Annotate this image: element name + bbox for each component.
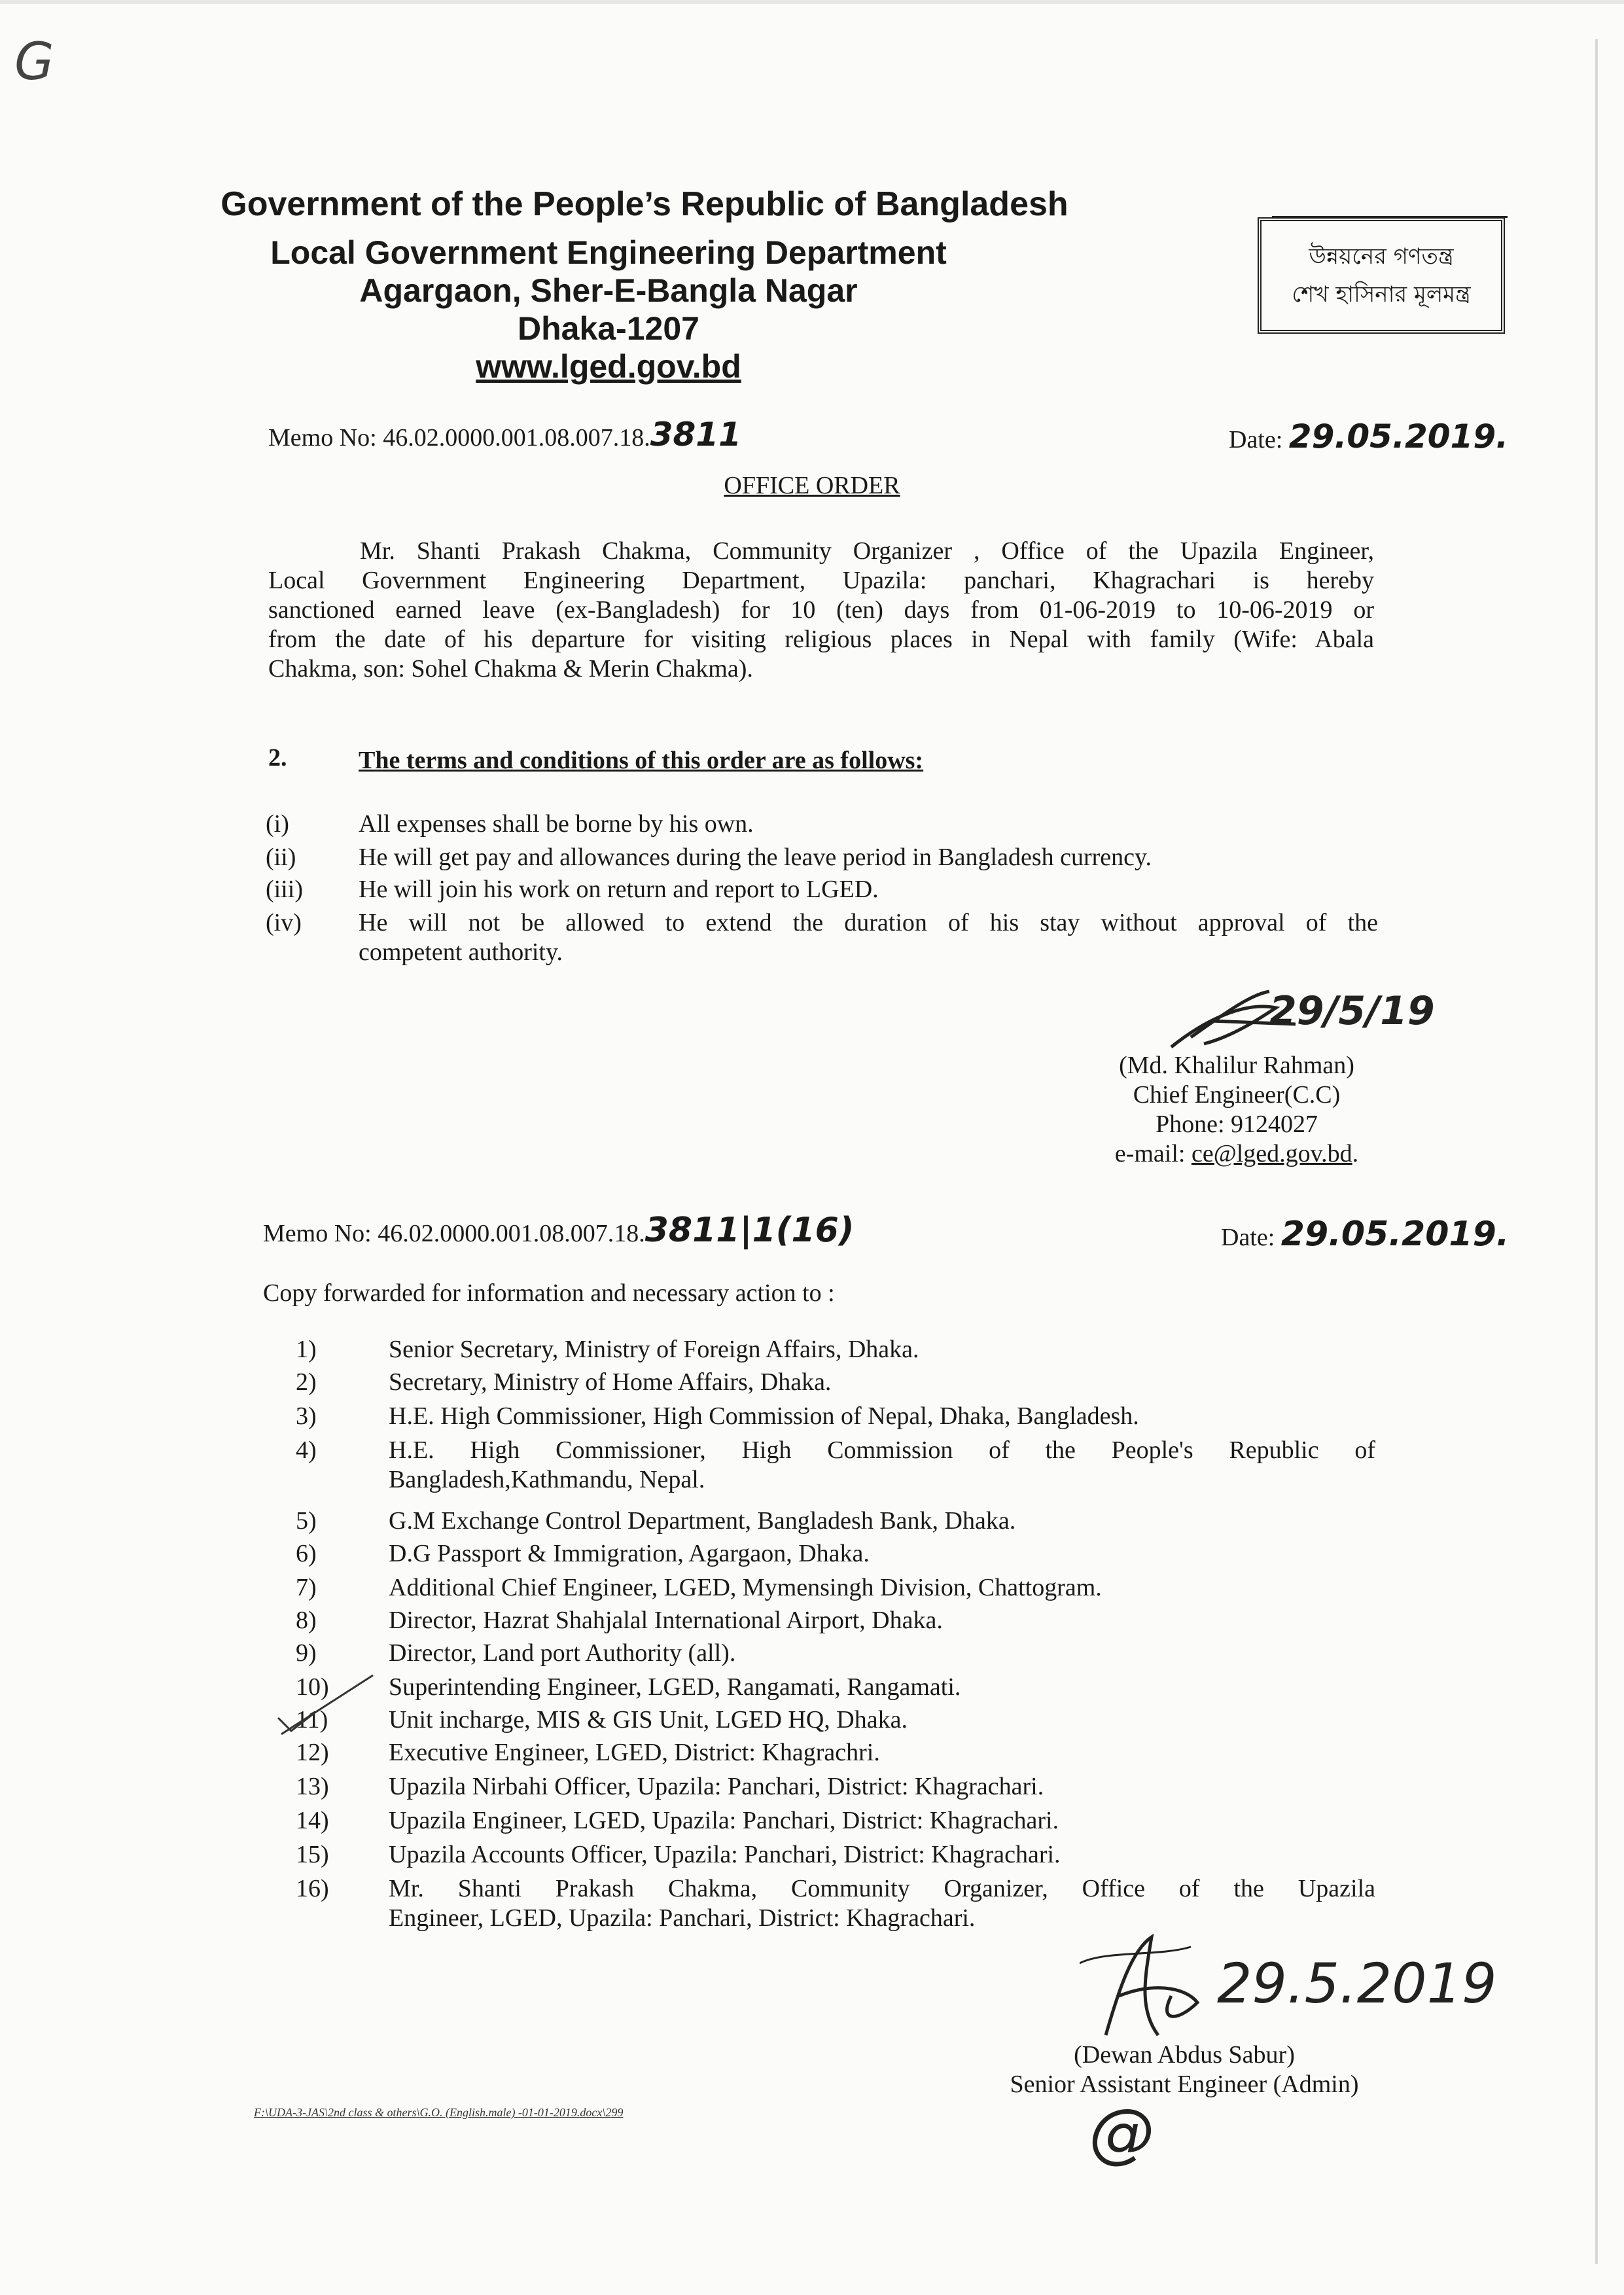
copy-list-text: G.M Exchange Control Department, Bangladesh Bank, Dhaka. [389,1507,1016,1535]
copy-list-number: 6) [296,1540,317,1567]
header-line-city: Dhaka-1207 [518,310,699,347]
memo-number-1-handwritten: 3811 [650,416,741,454]
order-paragraph-line: Local Government Engineering Department, Upazila: panchari, Khagrachari is hereby [268,567,1374,594]
signatory-1-email-link[interactable]: ce@lged.gov.bd [1191,1140,1352,1167]
copy-list-text: Mr. Shanti Prakash Chakma, Community Organizer, Office of the Upazila [389,1875,1375,1902]
memo-number-2 [263,1211,855,1250]
signatory-1-block [1067,1051,1407,1169]
memo-date-2-value: 29.05.2019. [1280,1215,1509,1254]
terms-item-text: He will get pay and allowances during the leave period in Bangladesh currency. [359,844,1152,871]
copy-list-text: Executive Engineer, LGED, District: Khagrachri. [389,1739,880,1766]
handwritten-tick-marks [275,1662,406,1747]
copy-list-number: 2) [296,1368,317,1396]
terms-item-number: (i) [266,810,289,838]
page-edge-shadow [1595,39,1598,2264]
copy-list-number: 1) [296,1336,317,1363]
terms-item-number: (ii) [266,844,296,871]
memo-date-1 [1229,418,1509,455]
copy-list-number: 5) [296,1507,317,1535]
office-order-title: OFFICE ORDER [724,472,900,499]
scan-edge [0,0,1624,4]
terms-item-text: He will not be allowed to extend the duration of his stay without approval of the [359,909,1378,936]
terms-item-number: (iv) [266,909,302,936]
order-paragraph-line: Mr. Shanti Prakash Chakma, Community Organizer , Office of the Upazila Engineer, [360,537,1374,565]
order-paragraph-line: sanctioned earned leave (ex-Bangladesh) for 10 (ten) days from 01-06-2019 to 10-06-2019 or [268,596,1374,624]
memo-number-2-handwritten: 3811|1(16) [644,1211,855,1250]
copy-list-item [296,1368,1375,1397]
terms-item [266,843,1378,872]
copy-list-text: Upazila Nirbahi Officer, Upazila: Panchari, District: Khagrachari. [389,1773,1044,1800]
copy-list-item [296,1436,1375,1495]
memo-date-2-label: Date: [1221,1224,1275,1251]
copy-list-text: Upazila Engineer, LGED, Upazila: Panchari, District: Khagrachari. [389,1807,1059,1834]
slogan-stamp-line2: শেখ হাসিনার মূলমন্ত্র [1292,281,1471,308]
copy-list-text: Director, Land port Authority (all). [389,1639,736,1667]
copy-list-number: 12) [296,1739,329,1766]
copy-list-text: Superintending Engineer, LGED, Rangamati, Rangamati. [389,1673,961,1701]
signatory-2-designation: Senior Assistant Engineer (Admin) [1010,2071,1359,2098]
memo-number-2-label: Memo No: 46.02.0000.001.08.007.18. [263,1220,645,1247]
copy-list-text: Senior Secretary, Ministry of Foreign Affairs, Dhaka. [389,1336,919,1363]
terms-item [266,875,1378,904]
footer-file-path: F:\UDA-3-JAS\2nd class & others\G.O. (English.male) -01-01-2019.docx\299 [254,2106,624,2119]
copy-list-item [296,1673,1375,1702]
header-line-department: Local Government Engineering Department [270,234,947,271]
signatory-1-name: (Md. Khalilur Rahman) [1119,1052,1354,1079]
order-paragraph-line: Chakma, son: Sohel Chakma & Merin Chakma). [268,655,753,683]
terms-item-text: All expenses shall be borne by his own. [359,810,754,838]
signature-khalilur [1165,975,1435,1060]
terms-item-number: (iii) [266,876,303,903]
terms-item-text: He will join his work on return and report to LGED. [359,876,879,903]
memo-number-1 [268,416,741,454]
memo-number-1-label: Memo No: 46.02.0000.001.08.007.18. [268,424,650,452]
copy-list-number: 10) [296,1673,329,1701]
copy-list-text: Bangladesh,Kathmandu, Nepal. [389,1466,705,1493]
copy-list-text: Secretary, Ministry of Home Affairs, Dhaka. [389,1368,832,1396]
terms-number: 2. [268,744,287,772]
copy-forward-intro: Copy forwarded for information and necessary action to : [263,1279,835,1307]
corner-handwritten-mark: G [14,33,54,92]
header-line-government: Government of the People’s Republic of Bangladesh [221,185,1068,223]
copy-list-number: 14) [296,1807,329,1834]
order-paragraph-line: from the date of his departure for visiting religious places in Nepal with family (Wife: Abala [268,626,1374,653]
signature-khalilur-date: 29/5/19 [1269,988,1435,1034]
copy-list-item [296,1506,1375,1536]
copy-list-text: Upazila Accounts Officer, Upazila: Panchari, District: Khagrachari. [389,1841,1061,1868]
copy-list-text: Additional Chief Engineer, LGED, Mymensingh Division, Chattogram. [389,1574,1102,1601]
signatory-1-phone: Phone: 9124027 [1155,1111,1318,1138]
signatory-1-email-label: e-mail: [1114,1140,1192,1167]
copy-list-item [296,1335,1375,1364]
copy-list-item [296,1402,1375,1431]
copy-list-item [296,1539,1375,1569]
signature-dewan-date: 29.5.2019 [1217,1951,1497,2016]
copy-list-text: H.E. High Commissioner, High Commission of the People's Republic of [389,1436,1375,1464]
copy-list-item [296,1840,1375,1870]
signatory-1-email-end: . [1352,1140,1359,1167]
signatory-1-email [1067,1139,1407,1169]
copy-list-item [296,1705,1375,1735]
copy-list-number: 13) [296,1773,329,1800]
copy-list-item [296,1806,1375,1836]
slogan-stamp-line1: উন্নয়নের গণতন্ত্র [1309,243,1454,270]
slogan-stamp [1258,217,1505,334]
header-website-link[interactable]: www.lged.gov.bd [476,348,741,385]
copy-list-item [296,1738,1375,1768]
copy-list-item [296,1772,1375,1802]
copy-list-item [296,1639,1375,1668]
terms-item [266,809,1378,839]
signatory-2-name: (Dewan Abdus Sabur) [1074,2041,1295,2069]
terms-heading: The terms and conditions of this order are as follows: [359,747,924,774]
copy-list-number: 15) [296,1841,329,1868]
copy-list-item [296,1573,1375,1603]
memo-date-1-value: 29.05.2019. [1288,418,1509,455]
copy-list-item [296,1606,1375,1635]
copy-list-number: 16) [296,1875,329,1902]
copy-list-text: D.G Passport & Immigration, Agargaon, Dhaka. [389,1540,870,1567]
copy-list-number: 7) [296,1574,317,1601]
copy-list-number: 11) [296,1706,328,1734]
copy-list-number: 4) [296,1436,317,1464]
copy-list-number: 8) [296,1607,317,1634]
copy-list-number: 3) [296,1402,317,1430]
terms-item-text: competent authority. [359,938,563,966]
memo-date-1-label: Date: [1229,426,1283,454]
signature-dewan [1080,1924,1497,2048]
signatory-1-designation: Chief Engineer(C.C) [1133,1081,1341,1109]
signatory-2-block [955,2040,1413,2099]
copy-list-text: Engineer, LGED, Upazila: Panchari, District: Khagrachari. [389,1904,976,1932]
terms-item [266,908,1378,967]
copy-list-text: Unit incharge, MIS & GIS Unit, LGED HQ, Dhaka. [389,1706,908,1734]
copy-list-text: Director, Hazrat Shahjalal International Airport, Dhaka. [389,1607,943,1634]
memo-date-2 [1221,1215,1509,1254]
copy-list-number: 9) [296,1639,317,1667]
initial-mark: @ [1089,2094,1154,2171]
header-line-address: Agargaon, Sher-E-Bangla Nagar [359,272,858,309]
order-paragraph [268,537,1374,684]
copy-list-text: H.E. High Commissioner, High Commission of Nepal, Dhaka, Bangladesh. [389,1402,1139,1430]
